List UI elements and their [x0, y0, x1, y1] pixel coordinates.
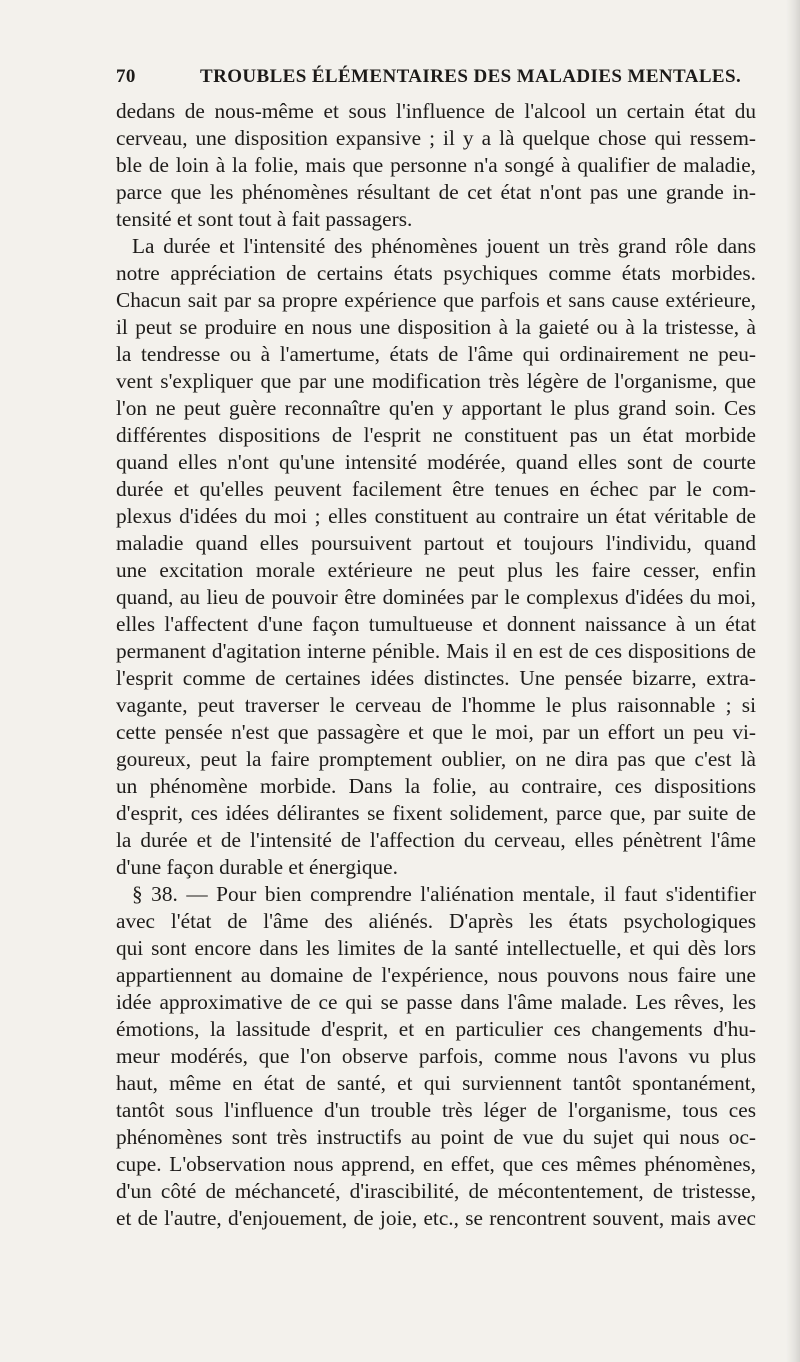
- page-edge-shadow: [786, 0, 800, 1362]
- text-line: goureux, peut la faire promptement oublier, on ne dira pas que c'est là: [116, 747, 756, 771]
- text-line: une excitation morale extérieure ne peut plus les faire cesser, enfin: [116, 558, 756, 582]
- text-line: permanent d'agitation interne pénible. Mais il en est de ces dispositions de: [116, 639, 756, 663]
- text-line: durée et qu'elles peuvent facilement être tenues en échec par le com-: [116, 477, 756, 501]
- text-line: cerveau, une disposition expansive ; il y a là quelque chose qui ressem-: [116, 126, 756, 150]
- text-line: La durée et l'intensité des phénomènes jouent un très grand rôle dans: [132, 234, 756, 258]
- text-line: dedans de nous-même et sous l'influence de l'alcool un certain état du: [116, 99, 756, 123]
- text-line: un phénomène morbide. Dans la folie, au contraire, ces dispositions: [116, 774, 756, 798]
- text-line: émotions, la lassitude d'esprit, et en particulier ces changements d'hu-: [116, 1017, 756, 1041]
- running-title: TROUBLES ÉLÉMENTAIRES DES MALADIES MENTALES.: [200, 66, 742, 87]
- text-line: idée approximative de ce qui se passe dans l'âme malade. Les rêves, les: [116, 990, 756, 1014]
- page-number: 70: [116, 66, 136, 87]
- text-line: tantôt sous l'influence d'un trouble très léger de l'organisme, tous ces: [116, 1098, 756, 1122]
- text-line: différentes dispositions de l'esprit ne constituent pas un état morbide: [116, 423, 756, 447]
- text-line: il peut se produire en nous une disposition à la gaieté ou à la tristesse, à: [116, 315, 756, 339]
- text-line: la tendresse ou à l'amertume, états de l'âme qui ordinairement ne peu-: [116, 342, 756, 366]
- text-line: d'une façon durable et énergique.: [116, 855, 398, 879]
- text-line: plexus d'idées du moi ; elles constituent au contraire un état véritable de: [116, 504, 756, 528]
- text-line: d'esprit, ces idées délirantes se fixent solidement, parce que, par suite de: [116, 801, 756, 825]
- text-line: la durée et de l'intensité de l'affection du cerveau, elles pénètrent l'âme: [116, 828, 756, 852]
- text-line: meur modérés, que l'on observe parfois, comme nous l'avons vu plus: [116, 1044, 756, 1068]
- text-line: phénomènes sont très instructifs au point de vue du sujet qui nous oc-: [116, 1125, 756, 1149]
- text-line: maladie quand elles poursuivent partout et toujours l'individu, quand: [116, 531, 756, 555]
- text-line: ble de loin à la folie, mais que personne n'a songé à qualifier de maladie,: [116, 153, 756, 177]
- text-line: d'un côté de méchanceté, d'irascibilité, de mécontentement, de tristesse,: [116, 1179, 756, 1203]
- text-line: cette pensée n'est que passagère et que le moi, par un effort un peu vi-: [116, 720, 756, 744]
- text-line: l'on ne peut guère reconnaître qu'en y apportant le plus grand soin. Ces: [116, 396, 756, 420]
- text-line: quand elles n'ont qu'une intensité modérée, quand elles sont de courte: [116, 450, 756, 474]
- page-header: [116, 66, 756, 94]
- text-line: parce que les phénomènes résultant de cet état n'ont pas une grande in-: [116, 180, 756, 204]
- text-line: Chacun sait par sa propre expérience que parfois et sans cause extérieure,: [116, 288, 756, 312]
- text-line: quand, au lieu de pouvoir être dominées par le complexus d'idées du moi,: [116, 585, 756, 609]
- text-line: appartiennent au domaine de l'expérience, nous pouvons nous faire une: [116, 963, 756, 987]
- text-line: tensité et sont tout à fait passagers.: [116, 207, 413, 231]
- text-line: cupe. L'observation nous apprend, en effet, que ces mêmes phénomènes,: [116, 1152, 756, 1176]
- text-line: haut, même en état de santé, et qui surviennent tantôt spontanément,: [116, 1071, 756, 1095]
- text-line: et de l'autre, d'enjouement, de joie, etc., se rencontrent souvent, mais avec: [116, 1206, 756, 1230]
- text-line: avec l'état de l'âme des aliénés. D'après les états psychologiques: [116, 909, 756, 933]
- text-line: elles l'affectent d'une façon tumultueuse et donnent naissance à un état: [116, 612, 756, 636]
- text-line: vent s'expliquer que par une modification très légère de l'organisme, que: [116, 369, 756, 393]
- text-line: vagante, peut traverser le cerveau de l'homme le plus raisonnable ; si: [116, 693, 756, 717]
- text-line: l'esprit comme de certaines idées distinctes. Une pensée bizarre, extra-: [116, 666, 756, 690]
- text-line: qui sont encore dans les limites de la santé intellectuelle, et qui dès lors: [116, 936, 756, 960]
- text-line: notre appréciation de certains états psychiques comme états morbides.: [116, 261, 756, 285]
- body-text: [116, 98, 756, 1232]
- text-line: § 38. — Pour bien comprendre l'aliénation mentale, il faut s'identifier: [132, 882, 756, 906]
